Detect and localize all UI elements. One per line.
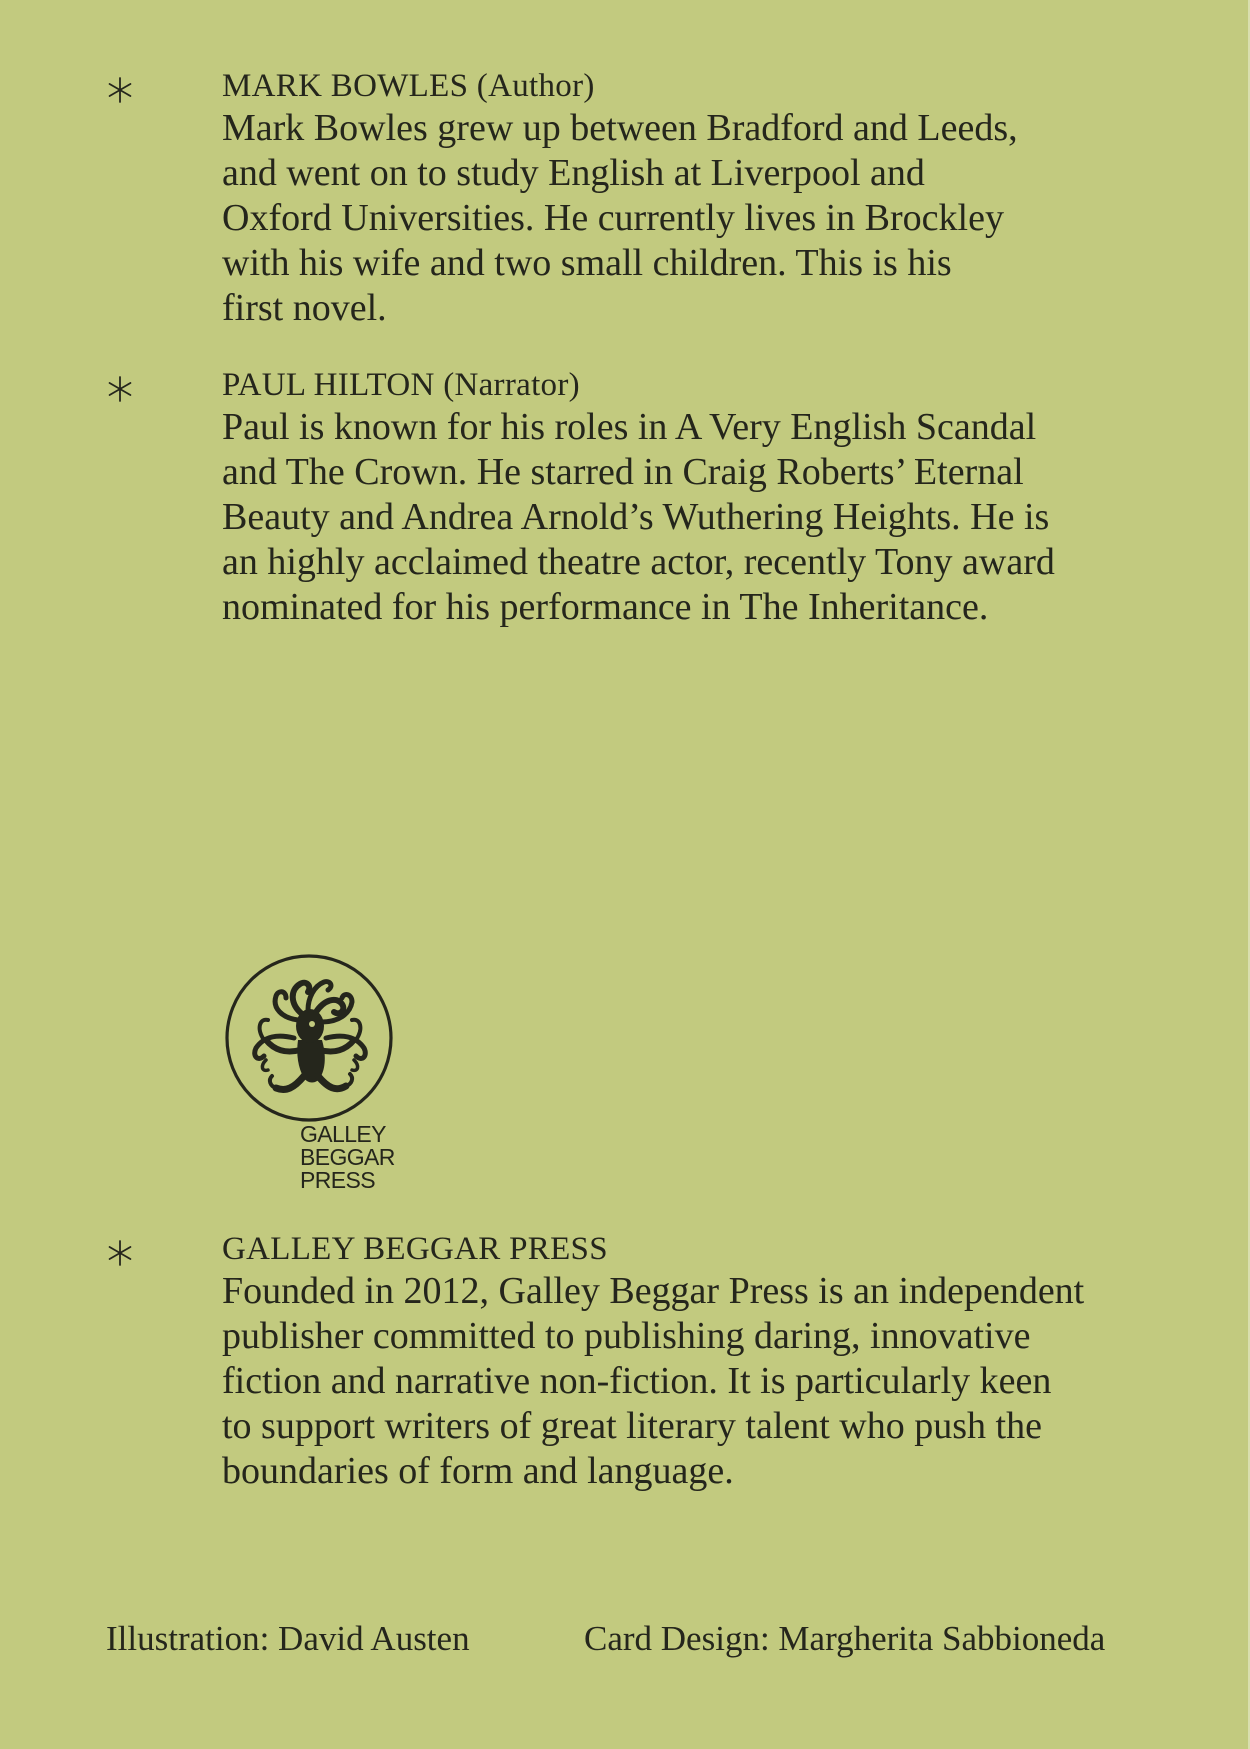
narrator-text	[222, 365, 1142, 630]
bio-line: Oxford Universities. He currently lives in Brockley	[222, 197, 1004, 239]
asterisk-bullet-icon	[106, 1239, 134, 1267]
bio-line: to support writers of great literary talent who push the	[222, 1405, 1042, 1447]
illustration-credit: Illustration: David Austen	[106, 1619, 470, 1658]
bio-line: Mark Bowles grew up between Bradford and Leeds,	[222, 107, 1018, 149]
narrator-bio	[222, 405, 1142, 630]
bio-line: Beauty and Andrea Arnold’s Wuthering Heights. He is	[222, 496, 1050, 538]
logo-text-line: PRESS	[300, 1167, 375, 1193]
logo-text-line: BEGGAR	[300, 1144, 395, 1170]
bio-line: with his wife and two small children. This is his	[222, 242, 952, 284]
bio-line: fiction and narrative non-fiction. It is particularly keen	[222, 1360, 1052, 1402]
narrator-heading: PAUL HILTON (Narrator)	[222, 367, 580, 403]
publisher-text	[222, 1229, 1142, 1494]
author-text	[222, 66, 1142, 331]
bio-line: nominated for his performance in The Inheritance.	[222, 586, 989, 628]
publisher-description	[222, 1269, 1142, 1494]
asterisk-bullet-icon	[106, 76, 134, 104]
bio-line: and went on to study English at Liverpool and	[222, 152, 925, 194]
bio-line: and The Crown. He starred in Craig Roberts’ Eternal	[222, 451, 1024, 493]
bio-line: Founded in 2012, Galley Beggar Press is an independent	[222, 1270, 1085, 1312]
bio-line: boundaries of form and language.	[222, 1450, 734, 1492]
galley-beggar-logo	[224, 954, 404, 1194]
author-heading: MARK BOWLES (Author)	[222, 68, 595, 104]
bio-line: an highly acclaimed theatre actor, recently Tony award	[222, 541, 1055, 583]
author-bio	[222, 106, 1142, 331]
asterisk-bullet-icon	[106, 375, 134, 403]
bio-line: Paul is known for his roles in A Very English Scandal	[222, 406, 1037, 448]
bio-line: first novel.	[222, 287, 387, 329]
logo-text-line: GALLEY	[300, 1121, 386, 1147]
publisher-heading: GALLEY BEGGAR PRESS	[222, 1231, 608, 1267]
card-design-credit: Card Design: Margherita Sabbioneda	[584, 1619, 1106, 1658]
bio-line: publisher committed to publishing daring, innovative	[222, 1315, 1031, 1357]
galley-beggar-emblem-icon	[227, 956, 391, 1120]
